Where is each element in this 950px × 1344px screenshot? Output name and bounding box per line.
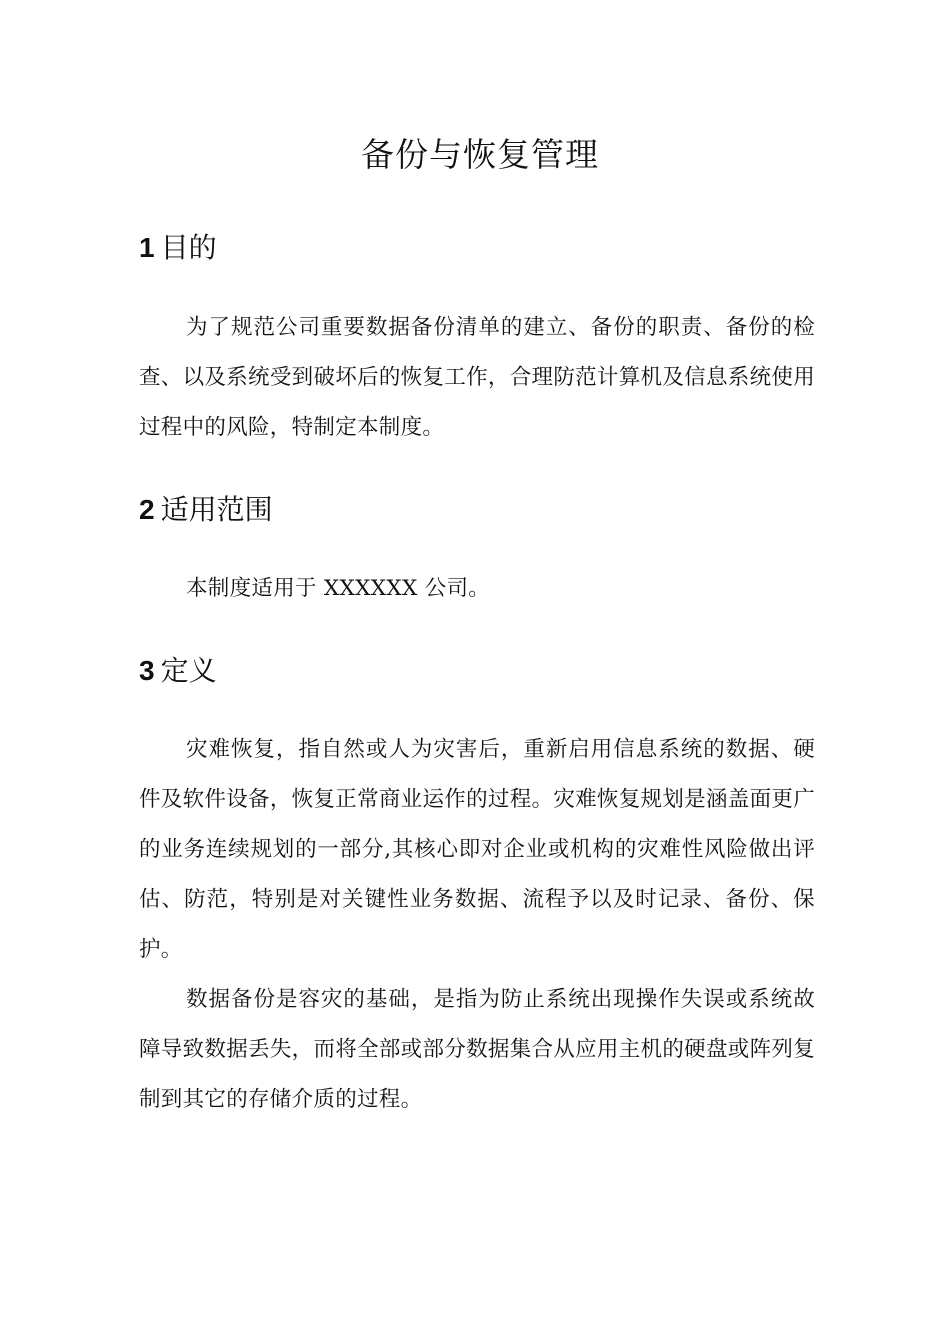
section-number: 1 — [139, 232, 155, 263]
purpose-paragraph: 为了规范公司重要数据备份清单的建立、备份的职责、备份的检查、以及系统受到破坏后的恢复工作，合理防范计算机及信息系统使用过程中的风险，特制定本制度。 — [139, 315, 815, 440]
section-number: 3 — [139, 655, 155, 686]
disaster-recovery-paragraph: 灾难恢复，指自然或人为灾害后，重新启用信息系统的数据、硬件及软件设备，恢复正常商业运作的过程。灾难恢复规划是涵盖面更广的业务连续规划的一部分,其核心即对企业或机构的灾难性风险做出评估、防范，特别是对关键性业务数据、流程予以及时记录、备份、保护。 — [139, 737, 815, 962]
document-title: 备份与恢复管理 — [361, 135, 599, 174]
section-heading-scope — [139, 492, 273, 528]
section-number: 2 — [139, 494, 155, 525]
section-title: 适用范围 — [160, 493, 273, 526]
section-heading-definitions — [139, 653, 217, 689]
section-title: 目的 — [160, 231, 217, 264]
section-title: 定义 — [160, 654, 217, 687]
scope-paragraph: 本制度适用于 XXXXXX 公司。 — [186, 576, 491, 601]
section-heading-purpose — [139, 230, 217, 266]
data-backup-paragraph: 数据备份是容灾的基础，是指为防止系统出现操作失误或系统故障导致数据丢失，而将全部或部分数据集合从应用主机的硬盘或阵列复制到其它的存储介质的过程。 — [139, 987, 815, 1112]
